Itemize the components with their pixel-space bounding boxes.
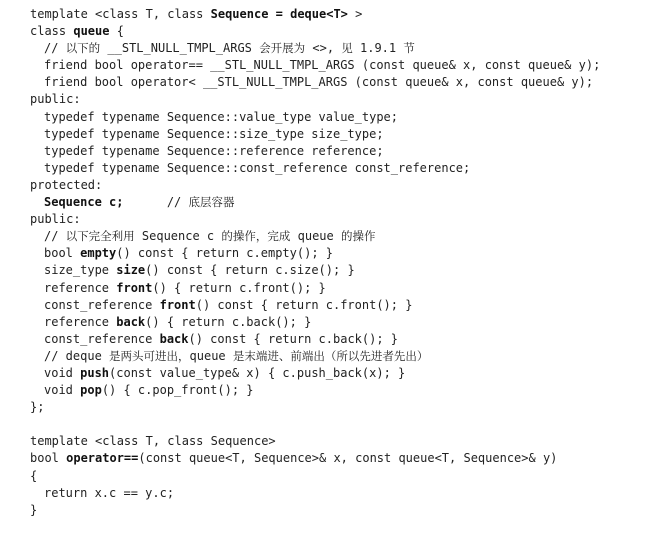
code-keyword: back — [116, 314, 146, 329]
code-line — [30, 382, 650, 399]
code-line — [30, 433, 650, 450]
code-line — [30, 502, 650, 519]
code-line — [30, 126, 650, 143]
code-comment-cjk: 的操作，完成 — [221, 229, 291, 244]
code-text: } — [30, 502, 38, 517]
code-line — [30, 228, 650, 245]
code-keyword: front — [159, 297, 196, 312]
code-keyword: queue — [73, 24, 110, 39]
code-text: typedef typename Sequence::const_reference const_reference; — [44, 160, 471, 175]
code-text: () const { return c.empty(); } — [116, 246, 333, 261]
code-text: class — [30, 24, 74, 39]
code-text: <>, — [305, 41, 342, 56]
code-line — [30, 109, 650, 126]
code-text: return x.c == y.c; — [44, 485, 175, 500]
code-text: template <class T, class — [30, 7, 211, 21]
code-text: queue — [290, 229, 341, 244]
code-text: const_reference — [44, 331, 160, 346]
code-text: void — [44, 365, 81, 380]
code-line — [30, 74, 650, 91]
code-line — [30, 416, 650, 433]
code-text: () const { return c.size(); } — [145, 263, 355, 278]
code-text: > — [347, 7, 363, 21]
code-line — [30, 23, 650, 40]
code-line — [30, 280, 650, 297]
code-text: queue — [189, 348, 233, 363]
code-text: // deque — [44, 348, 110, 363]
code-comment-cjk: 会开展为 — [259, 41, 306, 56]
code-line — [30, 450, 650, 467]
code-text: // — [123, 195, 189, 210]
code-line — [30, 211, 650, 228]
code-text: __STL_NULL_TMPL_ARGS — [100, 41, 260, 56]
code-keyword: back — [159, 331, 189, 346]
code-line — [30, 314, 650, 331]
code-line — [30, 245, 650, 262]
code-keyword: Sequence c; — [44, 195, 124, 210]
code-line — [30, 297, 650, 314]
code-text: () { return c.front(); } — [152, 280, 326, 295]
code-line — [30, 331, 650, 348]
code-text: }; — [30, 400, 45, 415]
code-text: public: — [30, 212, 81, 227]
code-text: bool — [44, 246, 81, 261]
code-line — [30, 40, 650, 57]
code-line — [30, 262, 650, 279]
code-text: () { return c.back(); } — [145, 314, 312, 329]
code-text: () const { return c.front(); } — [195, 297, 413, 312]
code-line — [30, 399, 650, 416]
code-keyword: Sequence = deque<T> — [210, 7, 348, 21]
code-text: // — [44, 41, 66, 56]
code-comment-cjk: 节 — [403, 41, 415, 56]
code-text: () { c.pop_front(); } — [101, 383, 254, 398]
code-text: public: — [30, 92, 81, 107]
code-text: bool — [30, 451, 67, 466]
code-text: friend bool operator< __STL_NULL_TMPL_ARGS (const queue& x, const queue& y); — [44, 75, 594, 90]
code-keyword: operator== — [66, 451, 139, 466]
code-text: protected: — [30, 177, 103, 192]
code-line — [30, 468, 650, 485]
code-text: 1.9.1 — [352, 41, 404, 56]
code-text: reference — [44, 280, 117, 295]
code-text: typedef typename Sequence::value_type value_type; — [44, 109, 399, 124]
code-text: (const value_type& x) { c.push_back(x); } — [109, 365, 406, 380]
code-text: (const queue<T, Sequence>& x, const queue<T, Sequence>& y) — [138, 451, 558, 466]
code-text: template <class T, class Sequence> — [30, 434, 276, 449]
code-text: void — [44, 383, 81, 398]
code-text: { — [30, 468, 38, 483]
code-line — [30, 143, 650, 160]
code-comment-cjk: 底层容器 — [188, 195, 235, 210]
code-line — [30, 6, 650, 23]
code-text: () const { return c.back(); } — [188, 331, 399, 346]
code-text: const_reference — [44, 297, 160, 312]
code-text: reference — [44, 314, 117, 329]
code-keyword: size — [116, 263, 146, 278]
code-comment-cjk: 是末端进、前端出（所以先进者先出） — [232, 348, 429, 363]
code-text: size_type — [44, 263, 117, 278]
code-line — [30, 160, 650, 177]
code-text: typedef typename Sequence::reference reference; — [44, 143, 384, 158]
code-listing — [30, 6, 650, 519]
code-keyword: front — [116, 280, 153, 295]
code-line — [30, 365, 650, 382]
code-text: // — [44, 229, 66, 244]
code-comment-cjk: 见 — [341, 41, 353, 56]
code-line — [30, 485, 650, 502]
code-text: Sequence c — [134, 229, 222, 244]
code-line — [30, 348, 650, 365]
code-line — [30, 91, 650, 108]
code-comment-cjk: 以下完全利用 — [65, 229, 135, 244]
code-comment-cjk: 的操作 — [340, 229, 376, 244]
code-line — [30, 177, 650, 194]
code-keyword: empty — [80, 246, 117, 261]
code-line — [30, 194, 650, 211]
code-keyword: pop — [80, 383, 102, 398]
code-line — [30, 57, 650, 74]
code-comment-cjk: 是两头可进出， — [109, 348, 190, 363]
code-text: typedef typename Sequence::size_type size_type; — [44, 126, 384, 141]
code-text: friend bool operator== __STL_NULL_TMPL_ARGS (const queue& x, const queue& y); — [44, 58, 601, 73]
code-comment-cjk: 以下的 — [65, 41, 101, 56]
code-text: { — [109, 24, 124, 39]
code-keyword: push — [80, 365, 110, 380]
